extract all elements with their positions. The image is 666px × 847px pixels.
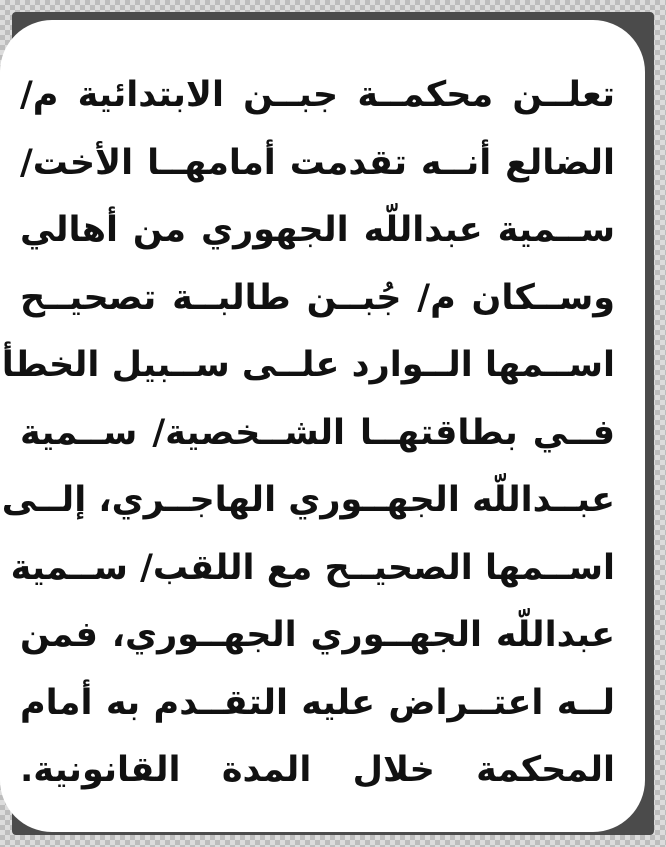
announcement-line: تعلــن محكمــة جبــن الابتدائية م/ [20, 75, 615, 115]
announcement-card [0, 20, 645, 832]
announcement-line: عبداللّه الجهــوري الجهــوري، فمن [20, 615, 615, 655]
announcement-line: فــي بطاقتهــا الشــخصية/ ســمية [20, 412, 615, 453]
announcement-line: اســمها الصحيــح مع اللقب/ ســمية [10, 547, 615, 588]
announcement-line: المحكمة خلال المدة القانونية. [20, 750, 615, 790]
announcement-line: اســمها الــوارد علــى ســبيل الخطأ [1, 345, 615, 385]
announcement-line: ســمية عبداللّه الجهوري من أهالي [20, 210, 615, 250]
announcement-line: لــه اعتــراض عليه التقــدم به أمام [20, 682, 615, 723]
announcement-line: عبــداللّه الجهــوري الهاجــري، إلــى [1, 480, 615, 520]
announcement-text [1, 62, 615, 805]
announcement-line: وســكان م/ جُبــن طالبــة تصحيــح [20, 277, 615, 318]
announcement-line: الضالع أنــه تقدمت أمامهــا الأخت/ [20, 142, 615, 183]
